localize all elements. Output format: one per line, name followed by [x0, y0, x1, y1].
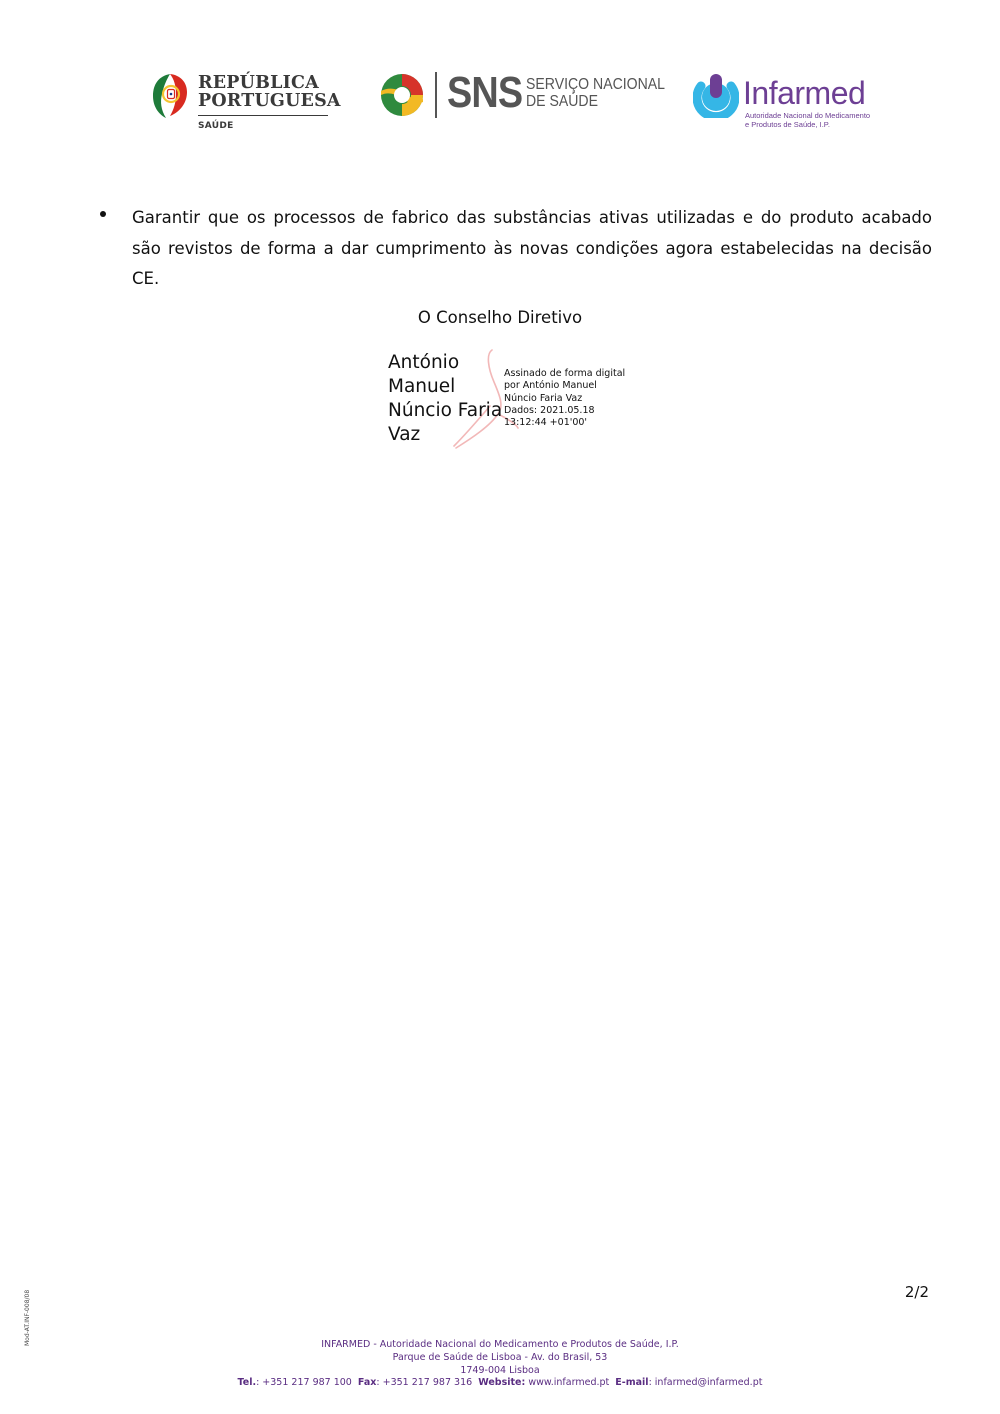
sns-abbreviation: SNS	[447, 68, 523, 117]
signer-name	[388, 351, 502, 447]
infarmed-name: Infarmed	[743, 75, 866, 111]
document-code: Mod-AT.INF-008/08	[24, 1289, 31, 1346]
website-label: Website:	[478, 1377, 526, 1388]
signature-details	[504, 368, 625, 429]
signer-name-line: Núncio Faria	[388, 400, 503, 421]
signature-detail-line: por António Manuel	[504, 380, 597, 392]
republica-line-2: PORTUGUESA	[198, 91, 341, 111]
tel-value: : +351 217 987 100	[256, 1377, 352, 1388]
signature-detail-line: Assinado de forma digital	[504, 368, 626, 379]
sns-name-line-2: DE SAÚDE	[526, 93, 598, 110]
fax-value: : +351 217 987 316	[376, 1377, 473, 1388]
sns-name-line-1: SERVIÇO NACIONAL	[526, 76, 666, 93]
footer-line-1: INFARMED - Autoridade Nacional do Medicamento e Produtos de Saúde, I.P.	[321, 1339, 679, 1350]
sns-divider	[435, 72, 437, 118]
republica-divider	[198, 115, 328, 116]
page-number: 2/2	[904, 1283, 929, 1301]
email-label: E-mail	[615, 1377, 649, 1388]
email-link[interactable]: : infarmed@infarmed.pt	[648, 1377, 763, 1388]
signature-detail-line: 13:12:44 +01'00'	[504, 417, 588, 429]
footer-line-2: Parque de Saúde de Lisboa - Av. do Brasil, 53	[392, 1352, 608, 1363]
republica-line-1: REPÚBLICA	[198, 73, 319, 93]
signer-name-line: António	[388, 352, 460, 373]
portugal-flag-emblem-icon	[150, 72, 190, 120]
infarmed-tagline-2: e Produtos de Saúde, I.P.	[745, 120, 830, 129]
republica-portuguesa-logo	[150, 70, 341, 136]
infarmed-power-icon	[693, 72, 739, 118]
infarmed-logo	[693, 72, 873, 132]
bullet-dot	[100, 211, 106, 217]
fax-label: Fax	[357, 1377, 377, 1388]
signer-name-line: Manuel	[388, 376, 456, 397]
infarmed-tagline-1: Autoridade Nacional do Medicamento	[745, 111, 871, 120]
tel-label: Tel.	[237, 1377, 257, 1388]
signature-detail-line: Núncio Faria Vaz	[504, 392, 583, 404]
bullet-paragraph: Garantir que os processos de fabrico das substâncias ativas utilizadas e do produto acabado são revistos de forma a dar cumprimento às novas condições agora estabelecidas na decisão CE.	[132, 208, 932, 288]
signer-name-line: Vaz	[388, 424, 421, 445]
sns-logo	[378, 68, 666, 120]
signature-detail-line: Dados: 2021.05.18	[504, 404, 595, 416]
sns-ring-icon	[378, 71, 426, 119]
republica-subtitle: SAÚDE	[198, 121, 234, 131]
website-link[interactable]: www.infarmed.pt	[525, 1377, 610, 1388]
council-signoff: O Conselho Diretivo	[417, 308, 583, 327]
footer-contacts	[0, 1377, 1000, 1390]
footer-line-3: 1749-004 Lisboa	[460, 1365, 540, 1376]
